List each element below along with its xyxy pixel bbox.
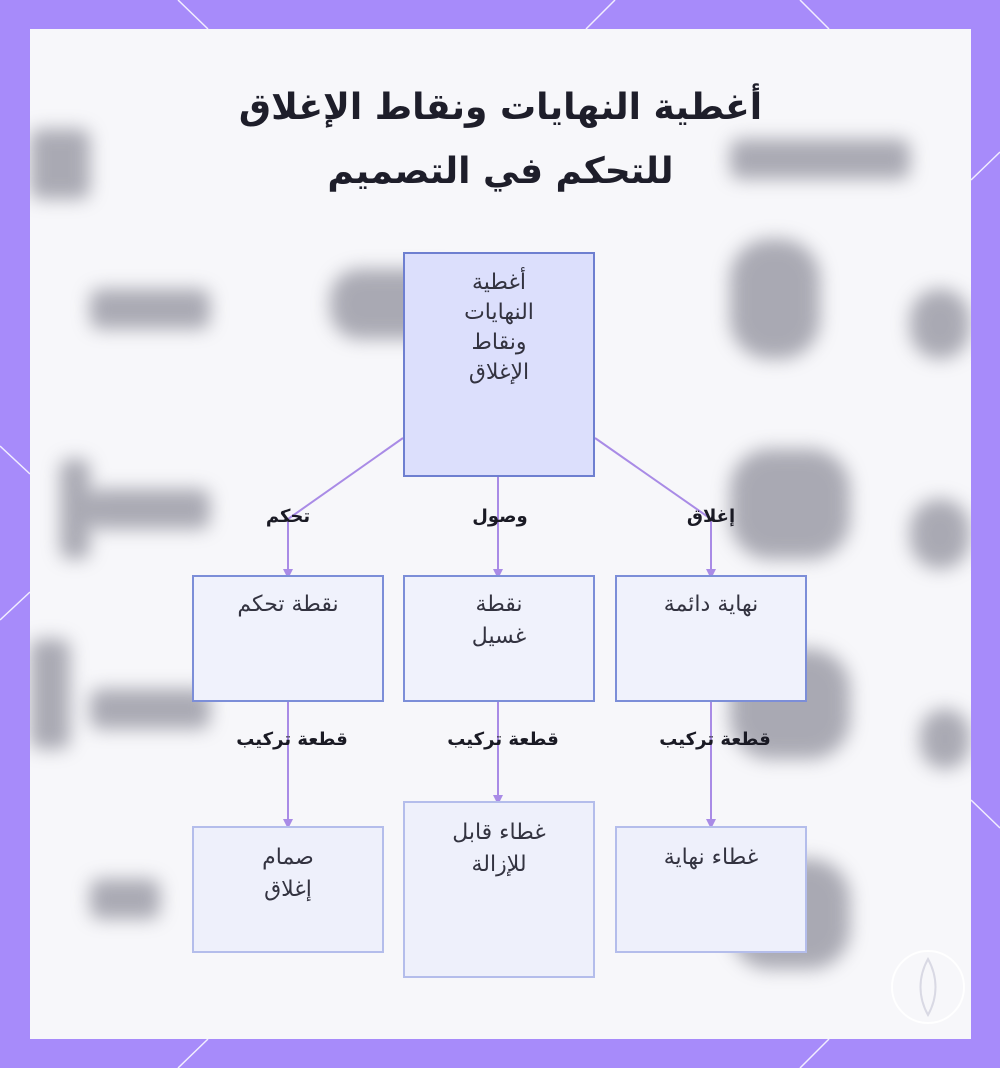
node-shutoff-valve-label: صمام إغلاق	[262, 845, 314, 902]
node-shutoff-valve	[192, 826, 384, 953]
node-flush-point	[403, 575, 595, 702]
node-control-point	[192, 575, 384, 702]
edge-label-closure: إغلاق	[686, 506, 736, 527]
corner-logo-icon	[888, 947, 968, 1027]
diagram-title-line-1: أغطية النهايات ونقاط الإغلاق	[238, 87, 763, 128]
edge-label-fitting-control: قطعة تركيب	[236, 729, 348, 750]
node-root-label: أغطية النهايات ونقاط الإغلاق	[464, 270, 534, 385]
diagram-panel	[30, 29, 971, 1039]
edge-label-access: وصول	[472, 506, 528, 527]
node-root	[403, 252, 595, 477]
node-removable-cap-label: غطاء قابل للإزالة	[452, 820, 546, 877]
edge-label-control: تحكم	[265, 506, 311, 527]
edge-label-fitting-flush: قطعة تركيب	[447, 729, 559, 750]
node-end-cap	[615, 826, 807, 953]
diagram-title-line-2: للتحكم في التصميم	[327, 151, 674, 192]
node-dead-end	[615, 575, 807, 702]
node-control-point-label: نقطة تحكم	[237, 592, 339, 617]
node-removable-cap	[403, 801, 595, 978]
edge-label-fitting-dead-end: قطعة تركيب	[659, 729, 771, 750]
node-flush-point-label: نقطة غسيل	[471, 592, 527, 649]
node-end-cap-label: غطاء نهاية	[663, 845, 759, 870]
node-dead-end-label: نهاية دائمة	[663, 592, 759, 617]
